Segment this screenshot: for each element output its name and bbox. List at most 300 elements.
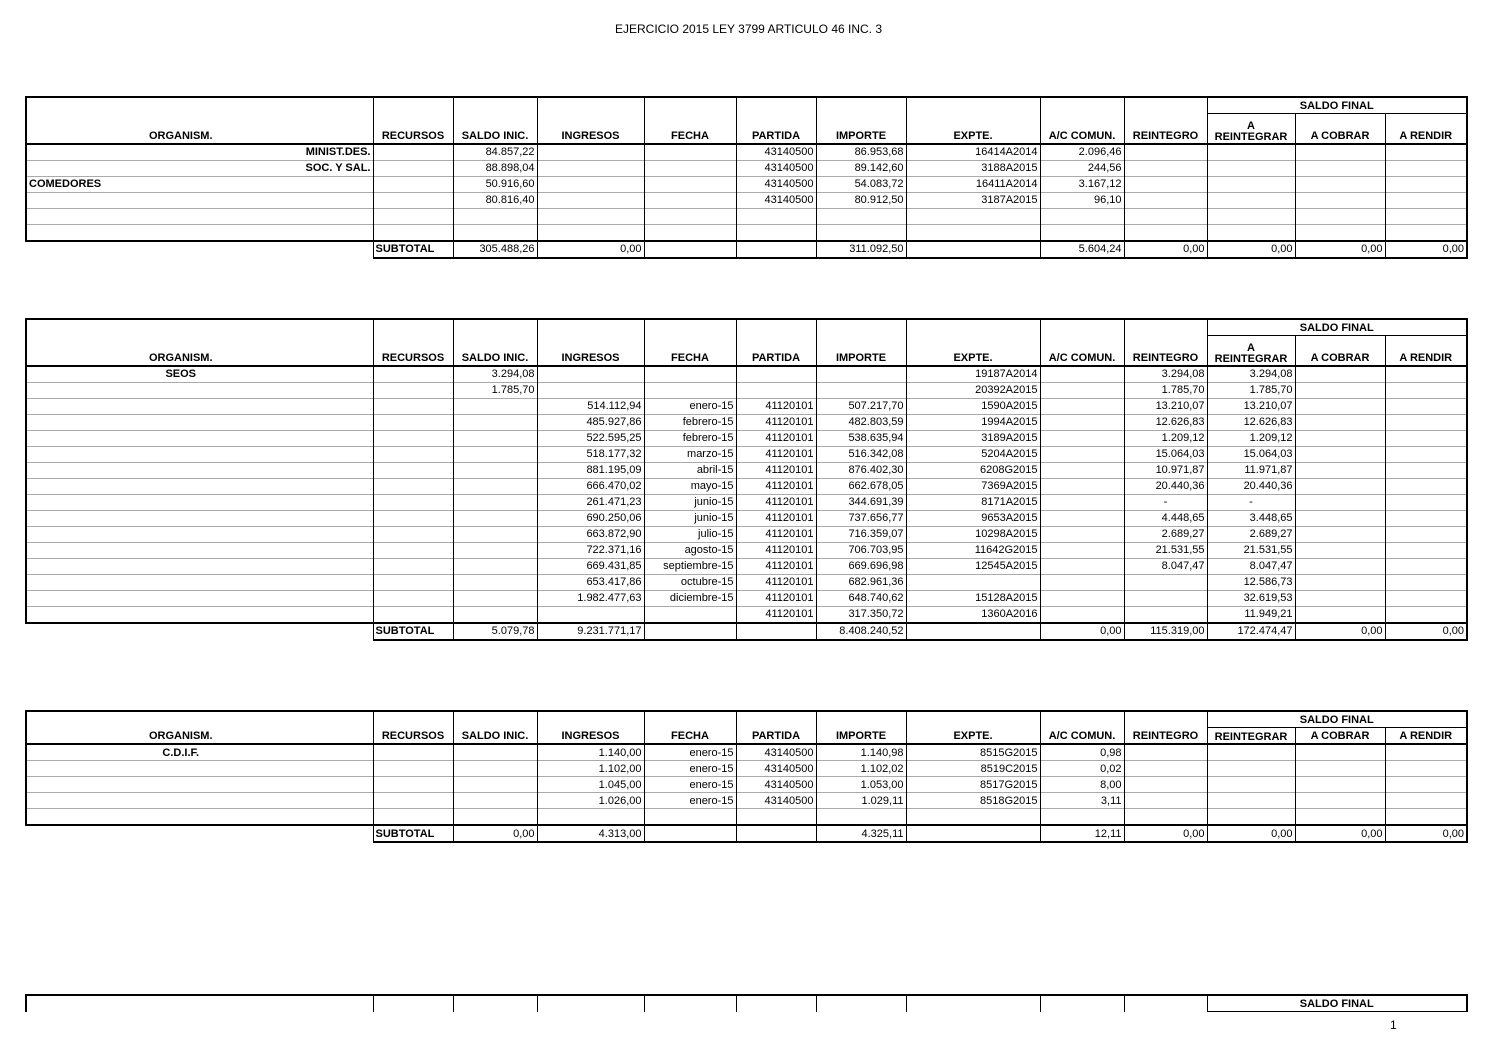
cell-saldo: 50.916,60 <box>453 176 537 192</box>
column-header-importe: IMPORTE <box>816 336 906 366</box>
cell-expte: 16414A2014 <box>906 144 1040 161</box>
cell-importe <box>816 809 906 826</box>
cell-ingresos: 722.371,16 <box>537 542 644 558</box>
cell-reintegro: 1.209,12 <box>1124 430 1207 446</box>
subtotal-a_rendir: 0,00 <box>1385 241 1467 258</box>
cell-ac: 244,56 <box>1040 160 1124 176</box>
cell-recursos <box>373 192 453 208</box>
subtotal-a_cobrar: 0,00 <box>1295 623 1385 640</box>
cell-saldo <box>453 558 537 574</box>
cell-fecha <box>644 382 736 398</box>
cell-partida: 41120101 <box>736 430 816 446</box>
cell-recursos <box>373 366 453 383</box>
column-header-fecha: FECHA <box>644 114 736 144</box>
cell-ingresos <box>537 366 644 383</box>
cell-recursos <box>373 398 453 414</box>
cell-a_rendir <box>1385 558 1467 574</box>
column-header-ingresos: INGRESOS <box>537 336 644 366</box>
subtotal-expte <box>906 623 1040 640</box>
header-spacer <box>373 319 453 336</box>
subtotal-expte <box>906 241 1040 258</box>
cell-a_rendir <box>1385 574 1467 590</box>
cell-reintegro: 3.294,08 <box>1124 366 1207 383</box>
cell-ingresos: 1.026,00 <box>537 793 644 809</box>
cell-importe: 1.102,02 <box>816 761 906 777</box>
column-header-reintegro: REINTEGRO <box>1124 728 1207 745</box>
cell-reintegro: 13.210,07 <box>1124 398 1207 414</box>
cell-expte <box>906 809 1040 826</box>
cell-recursos <box>373 224 453 241</box>
header-spacer <box>816 97 906 114</box>
cell-org <box>26 761 373 777</box>
cell-reintegro <box>1124 606 1207 623</box>
cell-expte: 8519C2015 <box>906 761 1040 777</box>
cell-expte: 15128A2015 <box>906 590 1040 606</box>
cell-reintegro <box>1124 224 1207 241</box>
column-header-ac-comun: A/C COMUN. <box>1040 114 1124 144</box>
cell-a_rendir <box>1385 777 1467 793</box>
cell-a_rendir <box>1385 510 1467 526</box>
column-header-organism: ORGANISM. <box>26 728 373 745</box>
header-row-top <box>26 97 1467 114</box>
cell-ingresos <box>537 809 644 826</box>
header-spacer <box>906 97 1040 114</box>
cell-reintegro <box>1124 208 1207 224</box>
cell-fecha: abril-15 <box>644 462 736 478</box>
cell-a_rendir <box>1385 160 1467 176</box>
cell-importe: 1.053,00 <box>816 777 906 793</box>
header-spacer <box>453 97 537 114</box>
column-header-importe: IMPORTE <box>816 114 906 144</box>
cell-reintegro <box>1124 793 1207 809</box>
cell-a_cobrar <box>1295 793 1385 809</box>
cell-expte <box>906 224 1040 241</box>
cell-a_cobrar <box>1295 542 1385 558</box>
cell-saldo <box>453 478 537 494</box>
column-header-expte: EXPTE. <box>906 728 1040 745</box>
cell-reintegro <box>1124 809 1207 826</box>
cell-ac <box>1040 574 1124 590</box>
column-header-fecha: FECHA <box>644 728 736 745</box>
column-header-saldo-inic: SALDO INIC. <box>453 728 537 745</box>
cell-expte: 1994A2015 <box>906 414 1040 430</box>
table-row <box>26 462 1467 478</box>
header-row <box>26 336 1467 366</box>
cell-importe: 80.912,50 <box>816 192 906 208</box>
cell-partida: 41120101 <box>736 526 816 542</box>
cell-a_rendir <box>1385 478 1467 494</box>
cell-fecha <box>644 208 736 224</box>
column-header-expte: EXPTE. <box>906 114 1040 144</box>
subtotal-expte <box>906 825 1040 842</box>
header-spacer <box>644 711 736 728</box>
cell-a_reintegrar <box>1207 809 1295 826</box>
header-spacer <box>26 319 373 336</box>
cell-a_cobrar <box>1295 494 1385 510</box>
header-spacer <box>373 97 453 114</box>
saldo-final-header: SALDO FINAL <box>1207 97 1467 114</box>
table-row <box>26 414 1467 430</box>
cell-reintegro <box>1124 176 1207 192</box>
subtotal-ingresos: 9.231.771,17 <box>537 623 644 640</box>
header-spacer <box>906 995 1040 1012</box>
column-header-reintegro: REINTEGRO <box>1124 336 1207 366</box>
cell-a_cobrar <box>1295 224 1385 241</box>
cell-saldo <box>453 398 537 414</box>
cell-ingresos: 522.595,25 <box>537 430 644 446</box>
cell-org: SOC. Y SAL. <box>26 160 373 176</box>
column-header-ac-comun: A/C COMUN. <box>1040 336 1124 366</box>
subtotal-label: SUBTOTAL <box>373 825 453 842</box>
table-row <box>26 744 1467 761</box>
cell-a_reintegrar: 12.586,73 <box>1207 574 1295 590</box>
cell-a_cobrar <box>1295 176 1385 192</box>
cell-saldo <box>453 574 537 590</box>
header-spacer <box>816 995 906 1012</box>
cell-expte: 1590A2015 <box>906 398 1040 414</box>
cell-recursos <box>373 590 453 606</box>
cell-reintegro: 20.440,36 <box>1124 478 1207 494</box>
cell-fecha: julio-15 <box>644 526 736 542</box>
header-spacer <box>1124 97 1207 114</box>
cell-ingresos <box>537 176 644 192</box>
cell-ac <box>1040 430 1124 446</box>
cell-a_cobrar <box>1295 761 1385 777</box>
cell-a_cobrar <box>1295 208 1385 224</box>
column-header-saldo-inic: SALDO INIC. <box>453 336 537 366</box>
cell-importe: 482.803,59 <box>816 414 906 430</box>
cell-a_cobrar <box>1295 160 1385 176</box>
cell-org <box>26 478 373 494</box>
cell-importe <box>816 224 906 241</box>
cell-importe <box>816 208 906 224</box>
cell-a_reintegrar: 1.209,12 <box>1207 430 1295 446</box>
cell-importe: 86.953,68 <box>816 144 906 161</box>
column-header-a-reintegrar: REINTEGRAR <box>1207 728 1295 745</box>
header-spacer <box>1040 711 1124 728</box>
cell-fecha: febrero-15 <box>644 414 736 430</box>
cell-reintegro: 12.626,83 <box>1124 414 1207 430</box>
cell-reintegro <box>1124 744 1207 761</box>
cell-saldo: 80.816,40 <box>453 192 537 208</box>
cell-importe: 706.703,95 <box>816 542 906 558</box>
cell-reintegro <box>1124 160 1207 176</box>
header-reintegrar-line: REINTEGRAR <box>1214 130 1288 143</box>
cell-a_rendir <box>1385 526 1467 542</box>
cell-fecha: junio-15 <box>644 510 736 526</box>
cell-a_cobrar <box>1295 192 1385 208</box>
subtotal-reintegro: 0,00 <box>1124 241 1207 258</box>
cell-reintegro: 8.047,47 <box>1124 558 1207 574</box>
header-row <box>26 728 1467 745</box>
cell-fecha: octubre-15 <box>644 574 736 590</box>
cell-saldo <box>453 510 537 526</box>
table-row <box>26 446 1467 462</box>
cell-partida: 41120101 <box>736 462 816 478</box>
table-row <box>26 510 1467 526</box>
cell-recursos <box>373 176 453 192</box>
column-header-a-cobrar: A COBRAR <box>1295 114 1385 144</box>
cell-a_reintegrar: 12.626,83 <box>1207 414 1295 430</box>
cell-ingresos: 514.112,94 <box>537 398 644 414</box>
cell-ac <box>1040 542 1124 558</box>
cell-ac <box>1040 382 1124 398</box>
cell-partida <box>736 224 816 241</box>
cell-expte: 6208G2015 <box>906 462 1040 478</box>
cell-a_cobrar <box>1295 777 1385 793</box>
table-row <box>26 590 1467 606</box>
cell-a_reintegrar: 3.294,08 <box>1207 366 1295 383</box>
cell-saldo <box>453 526 537 542</box>
subtotal-reintegro: 115.319,00 <box>1124 623 1207 640</box>
cell-recursos <box>373 446 453 462</box>
cell-reintegro: - <box>1124 494 1207 510</box>
cell-expte: 3187A2015 <box>906 192 1040 208</box>
column-header-reintegro: REINTEGRO <box>1124 114 1207 144</box>
cell-partida: 41120101 <box>736 558 816 574</box>
header-spacer <box>736 97 816 114</box>
table-row <box>26 176 1467 192</box>
cell-a_reintegrar <box>1207 761 1295 777</box>
cell-reintegro: 1.785,70 <box>1124 382 1207 398</box>
subtotal-a_cobrar: 0,00 <box>1295 825 1385 842</box>
cell-org <box>26 606 373 623</box>
cell-importe: 538.635,94 <box>816 430 906 446</box>
cell-saldo <box>453 208 537 224</box>
cell-org <box>26 446 373 462</box>
page-number: 1 <box>1390 1018 1397 1032</box>
cell-expte: 1360A2016 <box>906 606 1040 623</box>
cell-expte: 20392A2015 <box>906 382 1040 398</box>
cell-ingresos: 663.872,90 <box>537 526 644 542</box>
table-row <box>26 160 1467 176</box>
cell-a_reintegrar: 20.440,36 <box>1207 478 1295 494</box>
header-spacer <box>453 711 537 728</box>
cell-org <box>26 224 373 241</box>
cell-a_rendir <box>1385 446 1467 462</box>
cell-fecha <box>644 366 736 383</box>
subtotal-a_reintegrar: 172.474,47 <box>1207 623 1295 640</box>
cell-a_reintegrar: 11.949,21 <box>1207 606 1295 623</box>
cell-org <box>26 414 373 430</box>
cell-partida: 43140500 <box>736 777 816 793</box>
cell-reintegro: 4.448,65 <box>1124 510 1207 526</box>
subtotal-importe: 8.408.240,52 <box>816 623 906 640</box>
cell-ac <box>1040 398 1124 414</box>
cell-partida: 41120101 <box>736 590 816 606</box>
cell-a_cobrar <box>1295 144 1385 161</box>
cell-recursos <box>373 809 453 826</box>
column-header-recursos: RECURSOS <box>373 114 453 144</box>
cell-a_reintegrar <box>1207 160 1295 176</box>
cell-importe: 662.678,05 <box>816 478 906 494</box>
header-spacer <box>906 319 1040 336</box>
cell-ingresos: 666.470,02 <box>537 478 644 494</box>
cell-ac <box>1040 590 1124 606</box>
cell-org <box>26 809 373 826</box>
cell-org <box>26 430 373 446</box>
cell-saldo <box>453 446 537 462</box>
cell-saldo <box>453 542 537 558</box>
cell-ac <box>1040 809 1124 826</box>
cell-saldo <box>453 606 537 623</box>
header-spacer <box>644 319 736 336</box>
cell-ac <box>1040 478 1124 494</box>
cell-a_cobrar <box>1295 414 1385 430</box>
header-spacer <box>26 995 373 1012</box>
cell-org: C.D.I.F. <box>26 744 373 761</box>
cell-a_rendir <box>1385 761 1467 777</box>
cell-fecha: junio-15 <box>644 494 736 510</box>
header-spacer <box>816 319 906 336</box>
sheet-table-3 <box>25 710 1468 843</box>
header-a-line: A <box>1247 341 1255 354</box>
header-spacer <box>373 711 453 728</box>
subtotal-ac: 12,11 <box>1040 825 1124 842</box>
cell-saldo: 3.294,08 <box>453 366 537 383</box>
cell-recursos <box>373 510 453 526</box>
cell-org <box>26 526 373 542</box>
cell-org <box>26 574 373 590</box>
cell-recursos <box>373 160 453 176</box>
cell-a_reintegrar <box>1207 777 1295 793</box>
header-spacer <box>644 97 736 114</box>
cell-recursos <box>373 430 453 446</box>
cell-fecha: febrero-15 <box>644 430 736 446</box>
cell-partida: 43140500 <box>736 176 816 192</box>
cell-a_rendir <box>1385 398 1467 414</box>
cell-org <box>26 382 373 398</box>
cell-a_rendir <box>1385 590 1467 606</box>
cell-importe: 317.350,72 <box>816 606 906 623</box>
cell-importe: 516.342,08 <box>816 446 906 462</box>
subtotal-blank <box>26 825 373 842</box>
cell-partida: 41120101 <box>736 446 816 462</box>
cell-a_cobrar <box>1295 606 1385 623</box>
cell-saldo <box>453 744 537 761</box>
cell-a_reintegrar: 15.064,03 <box>1207 446 1295 462</box>
cell-ingresos: 881.195,09 <box>537 462 644 478</box>
subtotal-fecha <box>644 825 736 842</box>
cell-org: COMEDORES <box>26 176 373 192</box>
column-header-ingresos: INGRESOS <box>537 114 644 144</box>
cell-org <box>26 398 373 414</box>
cell-a_rendir <box>1385 494 1467 510</box>
cell-expte: 3189A2015 <box>906 430 1040 446</box>
cell-ac: 0,02 <box>1040 761 1124 777</box>
cell-a_reintegrar <box>1207 144 1295 161</box>
cell-partida <box>736 366 816 383</box>
table-row <box>26 777 1467 793</box>
cell-importe: 669.696,98 <box>816 558 906 574</box>
table-row <box>26 558 1467 574</box>
cell-ac <box>1040 366 1124 383</box>
cell-saldo <box>453 430 537 446</box>
header-spacer <box>26 97 373 114</box>
cell-ac <box>1040 462 1124 478</box>
cell-recursos <box>373 542 453 558</box>
cell-a_rendir <box>1385 192 1467 208</box>
cell-importe: 507.217,70 <box>816 398 906 414</box>
cell-a_cobrar <box>1295 510 1385 526</box>
column-header-partida: PARTIDA <box>736 336 816 366</box>
cell-partida: 41120101 <box>736 606 816 623</box>
column-header-organism: ORGANISM. <box>26 114 373 144</box>
cell-expte <box>906 574 1040 590</box>
cell-reintegro <box>1124 761 1207 777</box>
cell-a_rendir <box>1385 606 1467 623</box>
cell-a_reintegrar: 2.689,27 <box>1207 526 1295 542</box>
column-header-expte: EXPTE. <box>906 336 1040 366</box>
cell-fecha: enero-15 <box>644 744 736 761</box>
table-row <box>26 761 1467 777</box>
sheet-table-1 <box>25 96 1468 259</box>
cell-expte: 16411A2014 <box>906 176 1040 192</box>
cell-fecha: septiembre-15 <box>644 558 736 574</box>
cell-recursos <box>373 208 453 224</box>
cell-expte: 3188A2015 <box>906 160 1040 176</box>
cell-partida: 41120101 <box>736 494 816 510</box>
cell-org <box>26 793 373 809</box>
cell-saldo <box>453 793 537 809</box>
cell-org <box>26 462 373 478</box>
cell-reintegro <box>1124 590 1207 606</box>
cell-org <box>26 542 373 558</box>
cell-a_cobrar <box>1295 478 1385 494</box>
column-header-a-reintegrar <box>1207 336 1295 366</box>
saldo-final-header: SALDO FINAL <box>1207 319 1467 336</box>
cell-a_rendir <box>1385 430 1467 446</box>
subtotal-ac: 0,00 <box>1040 623 1124 640</box>
cell-ingresos: 1.140,00 <box>537 744 644 761</box>
column-header-a-cobrar: A COBRAR <box>1295 336 1385 366</box>
header-row-top <box>26 711 1467 728</box>
cell-ingresos: 669.431,85 <box>537 558 644 574</box>
cell-a_rendir <box>1385 744 1467 761</box>
cell-expte: 8518G2015 <box>906 793 1040 809</box>
cell-reintegro <box>1124 574 1207 590</box>
table-row <box>26 224 1467 241</box>
cell-importe: 344.691,39 <box>816 494 906 510</box>
cell-a_rendir <box>1385 462 1467 478</box>
column-header-ac-comun: A/C COMUN. <box>1040 728 1124 745</box>
cell-a_cobrar <box>1295 462 1385 478</box>
cell-recursos <box>373 494 453 510</box>
cell-partida <box>736 208 816 224</box>
cell-fecha <box>644 176 736 192</box>
cell-ingresos: 518.177,32 <box>537 446 644 462</box>
subtotal-a_cobrar: 0,00 <box>1295 241 1385 258</box>
saldo-final-header: SALDO FINAL <box>1207 711 1467 728</box>
cell-importe: 682.961,36 <box>816 574 906 590</box>
cell-a_cobrar <box>1295 590 1385 606</box>
cell-a_cobrar <box>1295 809 1385 826</box>
cell-saldo <box>453 462 537 478</box>
cell-ingresos: 261.471,23 <box>537 494 644 510</box>
cell-a_cobrar <box>1295 366 1385 383</box>
cell-org <box>26 192 373 208</box>
column-header-a-cobrar: A COBRAR <box>1295 728 1385 745</box>
cell-a_reintegrar: 11.971,87 <box>1207 462 1295 478</box>
cell-ingresos <box>537 208 644 224</box>
column-header-fecha: FECHA <box>644 336 736 366</box>
cell-importe: 54.083,72 <box>816 176 906 192</box>
cell-ac: 8,00 <box>1040 777 1124 793</box>
cell-saldo: 84.857,22 <box>453 144 537 161</box>
cell-fecha <box>644 224 736 241</box>
cell-ac <box>1040 224 1124 241</box>
subtotal-a_reintegrar: 0,00 <box>1207 825 1295 842</box>
